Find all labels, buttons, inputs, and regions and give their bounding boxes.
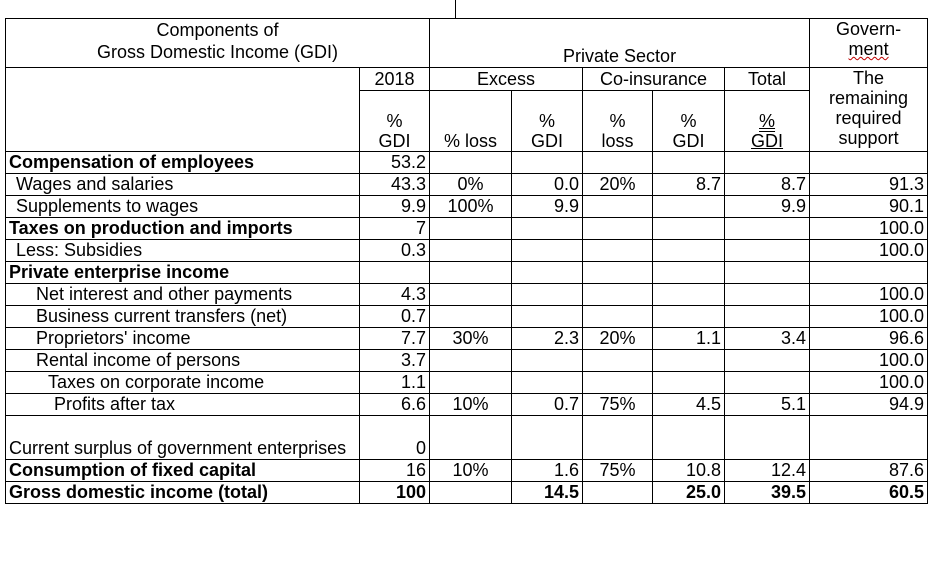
cell-excess-gdi <box>512 416 583 460</box>
cell-excess-loss: 30% <box>430 328 512 350</box>
cell-government: 87.6 <box>810 460 928 482</box>
cell-excess-gdi <box>512 240 583 262</box>
cell-coins-loss: 75% <box>583 460 653 482</box>
cell-coins-gdi <box>653 306 725 328</box>
header-pct-gdi-2018: % GDI <box>360 91 430 152</box>
cell-total-gdi <box>725 240 810 262</box>
row-label: Supplements to wages <box>6 196 360 218</box>
cell-excess-loss <box>430 350 512 372</box>
cell-gdi-2018: 7.7 <box>360 328 430 350</box>
cell-coins-gdi <box>653 152 725 174</box>
cell-coins-gdi: 8.7 <box>653 174 725 196</box>
table-row <box>6 372 928 394</box>
cell-excess-loss <box>430 152 512 174</box>
cell-excess-loss: 10% <box>430 394 512 416</box>
row-label: Business current transfers (net) <box>6 306 360 328</box>
cell-coins-gdi: 25.0 <box>653 482 725 504</box>
table-row <box>6 482 928 504</box>
header-total: Total <box>725 68 810 91</box>
cell-total-gdi: 5.1 <box>725 394 810 416</box>
table-row <box>6 240 928 262</box>
table-body <box>6 152 928 504</box>
cell-coins-loss <box>583 350 653 372</box>
header-excess-loss: % loss <box>430 91 512 152</box>
cell-excess-gdi: 9.9 <box>512 196 583 218</box>
cell-gdi-2018: 9.9 <box>360 196 430 218</box>
cell-coins-loss: 20% <box>583 174 653 196</box>
cell-government: 90.1 <box>810 196 928 218</box>
cell-government: 100.0 <box>810 218 928 240</box>
cell-gdi-2018: 16 <box>360 460 430 482</box>
cell-gdi-2018: 53.2 <box>360 152 430 174</box>
header-coinsurance: Co-insurance <box>583 68 725 91</box>
row-label: Profits after tax <box>6 394 360 416</box>
cell-coins-gdi <box>653 196 725 218</box>
cell-excess-loss <box>430 372 512 394</box>
row-label: Net interest and other payments <box>6 284 360 306</box>
header-government <box>810 19 928 68</box>
table-row <box>6 218 928 240</box>
cell-gdi-2018: 3.7 <box>360 350 430 372</box>
cell-excess-gdi <box>512 284 583 306</box>
cell-coins-loss <box>583 262 653 284</box>
cell-excess-loss <box>430 482 512 504</box>
row-label: Current surplus of government enterprises <box>6 416 360 460</box>
cell-government <box>810 152 928 174</box>
cell-total-gdi: 9.9 <box>725 196 810 218</box>
row-label: Wages and salaries <box>6 174 360 196</box>
cell-excess-loss <box>430 284 512 306</box>
cell-gdi-2018: 6.6 <box>360 394 430 416</box>
cell-excess-gdi <box>512 350 583 372</box>
row-label: Taxes on production and imports <box>6 218 360 240</box>
cell-excess-gdi <box>512 152 583 174</box>
header-government-line1: Govern- <box>836 19 902 39</box>
table-row <box>6 394 928 416</box>
row-label: Gross domestic income (total) <box>6 482 360 504</box>
cell-excess-gdi <box>512 218 583 240</box>
header-total-gdi-text: % GDI <box>751 111 784 151</box>
row-label: Rental income of persons <box>6 350 360 372</box>
cell-gdi-2018: 100 <box>360 482 430 504</box>
cell-coins-loss <box>583 416 653 460</box>
table-row <box>6 416 928 460</box>
cell-coins-gdi <box>653 218 725 240</box>
cell-government: 100.0 <box>810 372 928 394</box>
cell-government <box>810 262 928 284</box>
cell-total-gdi <box>725 262 810 284</box>
cell-excess-gdi <box>512 372 583 394</box>
cell-coins-gdi <box>653 372 725 394</box>
cell-gdi-2018: 7 <box>360 218 430 240</box>
cell-excess-gdi: 0.7 <box>512 394 583 416</box>
header-private-sector <box>430 19 810 68</box>
header-components <box>6 19 430 68</box>
cell-total-gdi: 3.4 <box>725 328 810 350</box>
row-label: Less: Subsidies <box>6 240 360 262</box>
table-row <box>6 174 928 196</box>
cell-excess-loss <box>430 262 512 284</box>
header-remaining: The remaining required support <box>810 68 928 152</box>
cell-excess-loss <box>430 218 512 240</box>
cell-government <box>810 416 928 460</box>
row-label: Proprietors' income <box>6 328 360 350</box>
cell-gdi-2018 <box>360 262 430 284</box>
cell-coins-loss <box>583 152 653 174</box>
cell-total-gdi <box>725 218 810 240</box>
table-row <box>6 284 928 306</box>
cell-coins-gdi <box>653 240 725 262</box>
cell-government: 100.0 <box>810 350 928 372</box>
cell-excess-gdi: 0.0 <box>512 174 583 196</box>
cell-coins-loss: 75% <box>583 394 653 416</box>
cell-coins-loss <box>583 240 653 262</box>
cell-total-gdi <box>725 306 810 328</box>
cell-coins-gdi: 1.1 <box>653 328 725 350</box>
header-excess-gdi: % GDI <box>512 91 583 152</box>
cell-excess-gdi: 2.3 <box>512 328 583 350</box>
cell-excess-loss <box>430 240 512 262</box>
cell-excess-gdi <box>512 306 583 328</box>
header-government-line2: ment <box>848 39 889 59</box>
cell-government: 94.9 <box>810 394 928 416</box>
row-label: Taxes on corporate income <box>6 372 360 394</box>
gdi-table <box>5 18 928 504</box>
cell-gdi-2018: 4.3 <box>360 284 430 306</box>
cell-excess-loss: 0% <box>430 174 512 196</box>
cell-total-gdi <box>725 416 810 460</box>
cell-total-gdi <box>725 350 810 372</box>
cell-coins-loss <box>583 372 653 394</box>
cell-government: 100.0 <box>810 284 928 306</box>
header-coins-gdi: % GDI <box>653 91 725 152</box>
cell-excess-loss <box>430 416 512 460</box>
table-row <box>6 306 928 328</box>
header-year: 2018 <box>360 68 430 91</box>
cell-total-gdi <box>725 152 810 174</box>
cell-coins-loss <box>583 196 653 218</box>
table-row <box>6 328 928 350</box>
cell-coins-loss: 20% <box>583 328 653 350</box>
cell-government: 100.0 <box>810 306 928 328</box>
cell-coins-loss <box>583 306 653 328</box>
cell-excess-loss: 100% <box>430 196 512 218</box>
cell-excess-gdi: 1.6 <box>512 460 583 482</box>
row-label: Compensation of employees <box>6 152 360 174</box>
header-blank <box>6 68 360 152</box>
table-row <box>6 196 928 218</box>
table-row <box>6 350 928 372</box>
cell-excess-loss <box>430 306 512 328</box>
cell-coins-gdi: 10.8 <box>653 460 725 482</box>
cell-government: 60.5 <box>810 482 928 504</box>
cell-excess-loss: 10% <box>430 460 512 482</box>
cell-coins-gdi <box>653 416 725 460</box>
cell-coins-gdi: 4.5 <box>653 394 725 416</box>
cell-coins-loss <box>583 218 653 240</box>
cell-excess-gdi: 14.5 <box>512 482 583 504</box>
page-divider-tick <box>455 0 456 18</box>
cell-gdi-2018: 0.3 <box>360 240 430 262</box>
cell-gdi-2018: 1.1 <box>360 372 430 394</box>
cell-total-gdi <box>725 284 810 306</box>
cell-coins-gdi <box>653 262 725 284</box>
cell-total-gdi: 8.7 <box>725 174 810 196</box>
table-row <box>6 460 928 482</box>
cell-excess-gdi <box>512 262 583 284</box>
header-components-text: Components of Gross Domestic Income (GDI) <box>96 20 339 62</box>
table-row <box>6 152 928 174</box>
cell-gdi-2018: 0 <box>360 416 430 460</box>
row-label: Private enterprise income <box>6 262 360 284</box>
cell-government: 91.3 <box>810 174 928 196</box>
row-label: Consumption of fixed capital <box>6 460 360 482</box>
table-row <box>6 262 928 284</box>
header-private-sector-text: Private Sector <box>563 46 677 66</box>
cell-gdi-2018: 0.7 <box>360 306 430 328</box>
cell-government: 100.0 <box>810 240 928 262</box>
cell-coins-gdi <box>653 284 725 306</box>
cell-total-gdi <box>725 372 810 394</box>
header-excess: Excess <box>430 68 583 91</box>
cell-government: 96.6 <box>810 328 928 350</box>
cell-total-gdi: 39.5 <box>725 482 810 504</box>
cell-total-gdi: 12.4 <box>725 460 810 482</box>
cell-coins-loss <box>583 284 653 306</box>
header-total-gdi <box>725 91 810 152</box>
header-government-text <box>836 19 901 59</box>
cell-gdi-2018: 43.3 <box>360 174 430 196</box>
cell-coins-loss <box>583 482 653 504</box>
cell-coins-gdi <box>653 350 725 372</box>
header-coins-loss: % loss <box>583 91 653 152</box>
